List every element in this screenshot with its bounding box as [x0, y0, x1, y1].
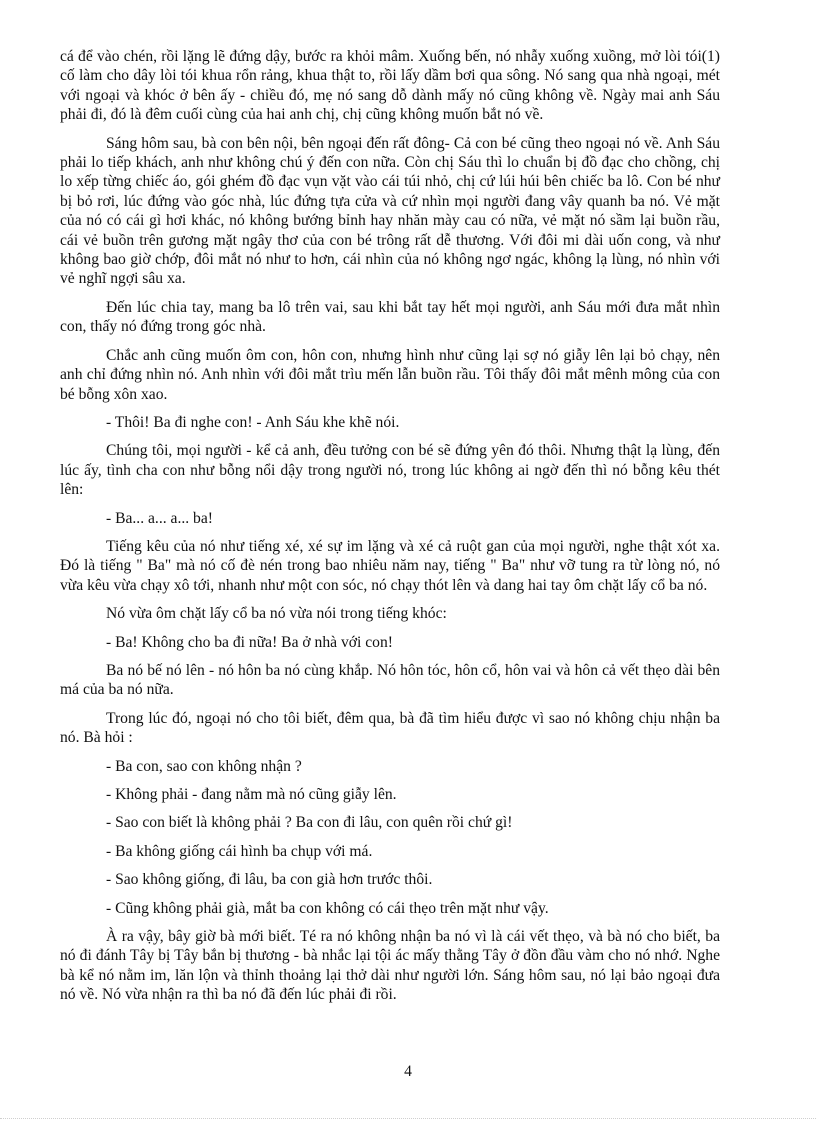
dialogue-line: - Thôi! Ba đi nghe con! - Anh Sáu khe khẽ nói. — [106, 413, 400, 431]
dialogue-line: - Sao con biết là không phải ? Ba con đi lâu, con quên rồi chứ gì! — [106, 814, 513, 832]
paragraph-2: Sáng hôm sau, bà con bên nội, bên ngoại đến rất đông- Cả con bé cũng theo ngoại nó về. Anh Sáu phải lo tiếp khách, anh như không chú ý đến con nữa. Còn chị Sáu thì lo chuẩn bị đồ đạc cho chồng, chị lo xếp từng chiếc áo, gói ghém đồ đạc vụn vặt vào cái túi nhỏ, chị cứ lúi húi bên chiếc ba lô. Con bé như bị bỏ rơi, lúc đứng vào góc nhà, lúc đứng tựa cửa và cứ nhìn mọi người đang vây quanh ba nó. Vẻ mặt của nó có cái gì hơi khác, nó không bướng bỉnh hay nhăn mày cau có nữa, vẻ mặt nó sầm lại buồn rầu, cái vẻ buồn trên gương mặt ngây thơ của con bé trông rất dễ thương. Với đôi mi dài uốn cong, và như không bao giờ chớp, đôi mắt nó như to hơn, cái nhìn của nó không ngơ ngác, không lạ lùng, nó nhìn với vẻ nghĩ ngợi sâu xa. — [60, 134, 720, 288]
dialogue-line: - Ba con, sao con không nhận ? — [106, 757, 302, 775]
paragraph-11: Ba nó bế nó lên - nó hôn ba nó cùng khắp. Nó hôn tóc, hôn cổ, hôn vai và hôn cả vết thẹo dài bên má của ba nó nữa. — [60, 661, 720, 699]
dialogue-line: - Ba! Không cho ba đi nữa! Ba ở nhà với con! — [106, 633, 393, 651]
paragraph-6: Chúng tôi, mọi người - kể cả anh, đều tưởng con bé sẽ đứng yên đó thôi. Nhưng thật lạ lùng, đến lúc ấy, tình cha con như bỗng nổi dậy trong người nó, trong lúc không ai ngờ đến thì nó bỗng kêu thét lên: — [60, 442, 720, 499]
dialogue-line: - Ba không giống cái hình ba chụp với má. — [106, 842, 373, 860]
body-text — [60, 47, 720, 1014]
paragraph-3: Đến lúc chia tay, mang ba lô trên vai, sau khi bắt tay hết mọi người, anh Sáu mới đưa mắt nhìn con, thấy nó đứng trong góc nhà. — [60, 298, 720, 336]
paragraph-9: Nó vừa ôm chặt lấy cổ ba nó vừa nói trong tiếng khóc: — [106, 605, 447, 623]
paragraph-1: cá để vào chén, rồi lặng lẽ đứng dậy, bước ra khỏi mâm. Xuống bến, nó nhẫy xuống xuồng, mở lòi tói(1) cố làm cho dây lòi tói khua rổn rảng, khua thật to, rồi lấy dầm bơi qua sông. Nó sang qua nhà ngoại, mét với ngoại và khóc ở bên ấy - chiều đó, mẹ nó sang dỗ dành mấy nó cũng không về. Ngày mai anh Sáu phải đi, đó là đêm cuối cùng của hai anh chị, chị cũng không muốn bắt nó về. — [60, 48, 720, 124]
dialogue-line: - Không phải - đang nằm mà nó cũng giẫy lên. — [106, 786, 397, 803]
paragraph-8: Tiếng kêu của nó như tiếng xé, xé sự im lặng và xé cả ruột gan của mọi người, nghe thật xót xa. Đó là tiếng " Ba" mà nó cố đè nén trong bao nhiêu năm nay, tiếng " Ba" như vỡ tung ra từ lòng nó, nó vừa kêu vừa chạy xô tới, nhanh như một con sóc, nó chạy thót lên và dang hai tay ôm chặt lấy cổ ba nó. — [60, 537, 720, 594]
paragraph-19: À ra vậy, bây giờ bà mới biết. Té ra nó không nhận ba nó vì là cái vết thẹo, và bà nó cho biết, ba nó đi đánh Tây bị Tây bắn bị thương - bà nhắc lại tội ác mấy thằng Tây ở đồn đầu vàm cho nó nhớ. Nghe bà kể nó nằm im, lăn lộn và thỉnh thoảng lại thở dài như người lớn. Sáng hôm sau, nó lại bảo ngoại đưa nó về. Nó vừa nhận ra thì ba nó đã đến lúc phải đi rồi. — [60, 928, 720, 1004]
dialogue-line: - Cũng không phải già, mắt ba con không có cái thẹo trên mặt như vậy. — [106, 899, 549, 917]
dialogue-line: - Ba... a... a... ba! — [106, 509, 213, 527]
paragraph-4: Chắc anh cũng muốn ôm con, hôn con, nhưng hình như cũng lại sợ nó giẫy lên lại bỏ chạy, nên anh chỉ đứng nhìn nó. Anh nhìn với đôi mắt trìu mến lẫn buồn rầu. Tôi thấy đôi mắt mênh mông của con bé bỗng xôn xao. — [60, 346, 720, 403]
paragraph-12: Trong lúc đó, ngoại nó cho tôi biết, đêm qua, bà đã tìm hiểu được vì sao nó không chịu nhận ba nó. Bà hỏi : — [60, 709, 720, 747]
dialogue-line: - Sao không giống, đi lâu, ba con già hơn trước thôi. — [106, 871, 433, 889]
page-number: 4 — [404, 1063, 412, 1080]
page-bottom-divider — [0, 1118, 816, 1119]
